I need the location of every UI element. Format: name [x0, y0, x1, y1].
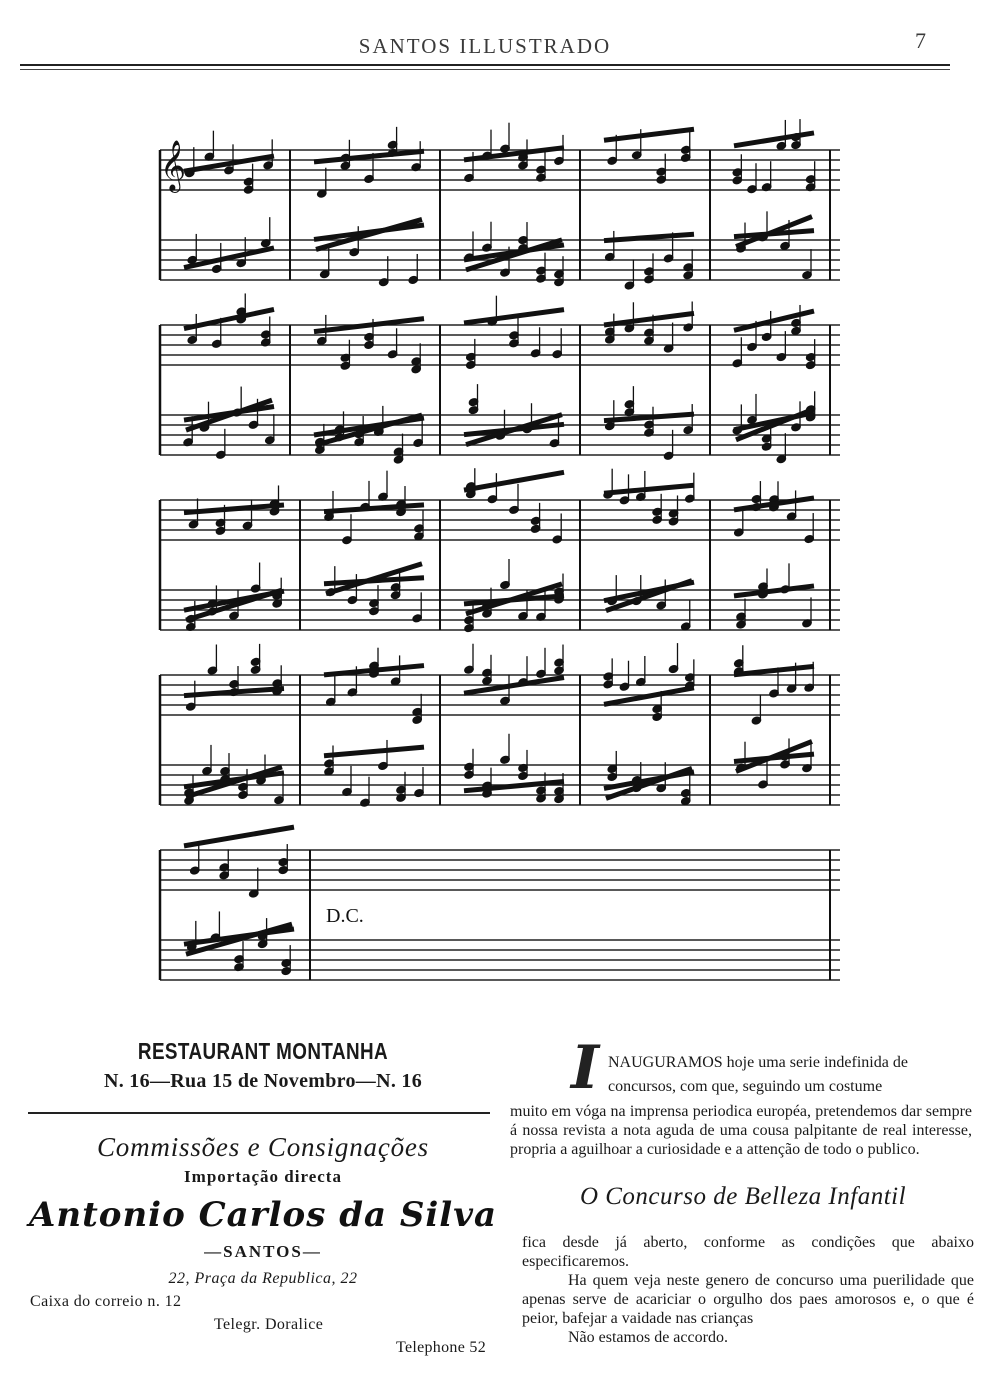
- dc-marking: D.C.: [326, 905, 364, 927]
- advert-divider: [28, 1112, 490, 1114]
- magazine-title: SANTOS ILLUSTRADO: [358, 34, 612, 58]
- page-header: [20, 28, 950, 72]
- header-rule: [20, 64, 950, 66]
- commissions-heading: Commissões e Consignações: [97, 1132, 429, 1162]
- restaurant-title: RESTAURANT MONTANHA: [137, 1038, 389, 1064]
- telegraph: Telegr. Doralice: [214, 1316, 324, 1333]
- company-name: Antonio Carlos da Silva: [28, 1195, 498, 1235]
- restaurant-address: N. 16—Rua 15 de Novembro—N. 16: [103, 1070, 423, 1092]
- music-notes: [183, 119, 816, 976]
- intro-paragraph: muito em vóga na imprensa periodica européa, pretendemos dar sempre á nossa revista a nota aguda de uma cousa palpitante de real interesse, propria a aguilhoar a curiosidade e a attenção de todo o publico.: [510, 1103, 972, 1158]
- music-barlines: [160, 150, 830, 980]
- import-line: Importação directa: [184, 1167, 342, 1186]
- mailbox: Caixa do correio n. 12: [30, 1293, 182, 1310]
- telephone: Telephone 52: [396, 1339, 487, 1356]
- article: [510, 1033, 976, 1360]
- sheet-music: [150, 100, 850, 1000]
- paragraph-3: Não estamos de accordo.: [568, 1329, 728, 1346]
- company-address: 22, Praça da Republica, 22: [168, 1270, 358, 1287]
- header-rule-thin: [20, 69, 950, 70]
- contest-title: O Concurso de Belleza Infantil: [579, 1183, 907, 1210]
- paragraph-1: fica desde já aberto, conforme as condições que abaixo especificaremos.: [522, 1234, 974, 1270]
- page-number: 7: [915, 28, 926, 53]
- company-city: —SANTOS—: [204, 1242, 322, 1261]
- article-body: [522, 1233, 974, 1347]
- paragraph-2: Ha quem veja neste genero de concurso uma puerilidade que apenas serve de acariciar o orgulho dos paes amorosos e, o que é peior, bafejar a vaidade nas crianças: [522, 1272, 974, 1327]
- drop-cap: I: [570, 1033, 600, 1103]
- music-staves: [160, 150, 840, 980]
- advertisements: [28, 1030, 498, 1356]
- intro-line-1: NAUGURAMOS hoje uma serie indefinida de: [608, 1054, 908, 1071]
- treble-clef: 𝄞: [160, 140, 187, 191]
- intro-line-2: concursos, com que, seguindo um costume: [608, 1078, 883, 1095]
